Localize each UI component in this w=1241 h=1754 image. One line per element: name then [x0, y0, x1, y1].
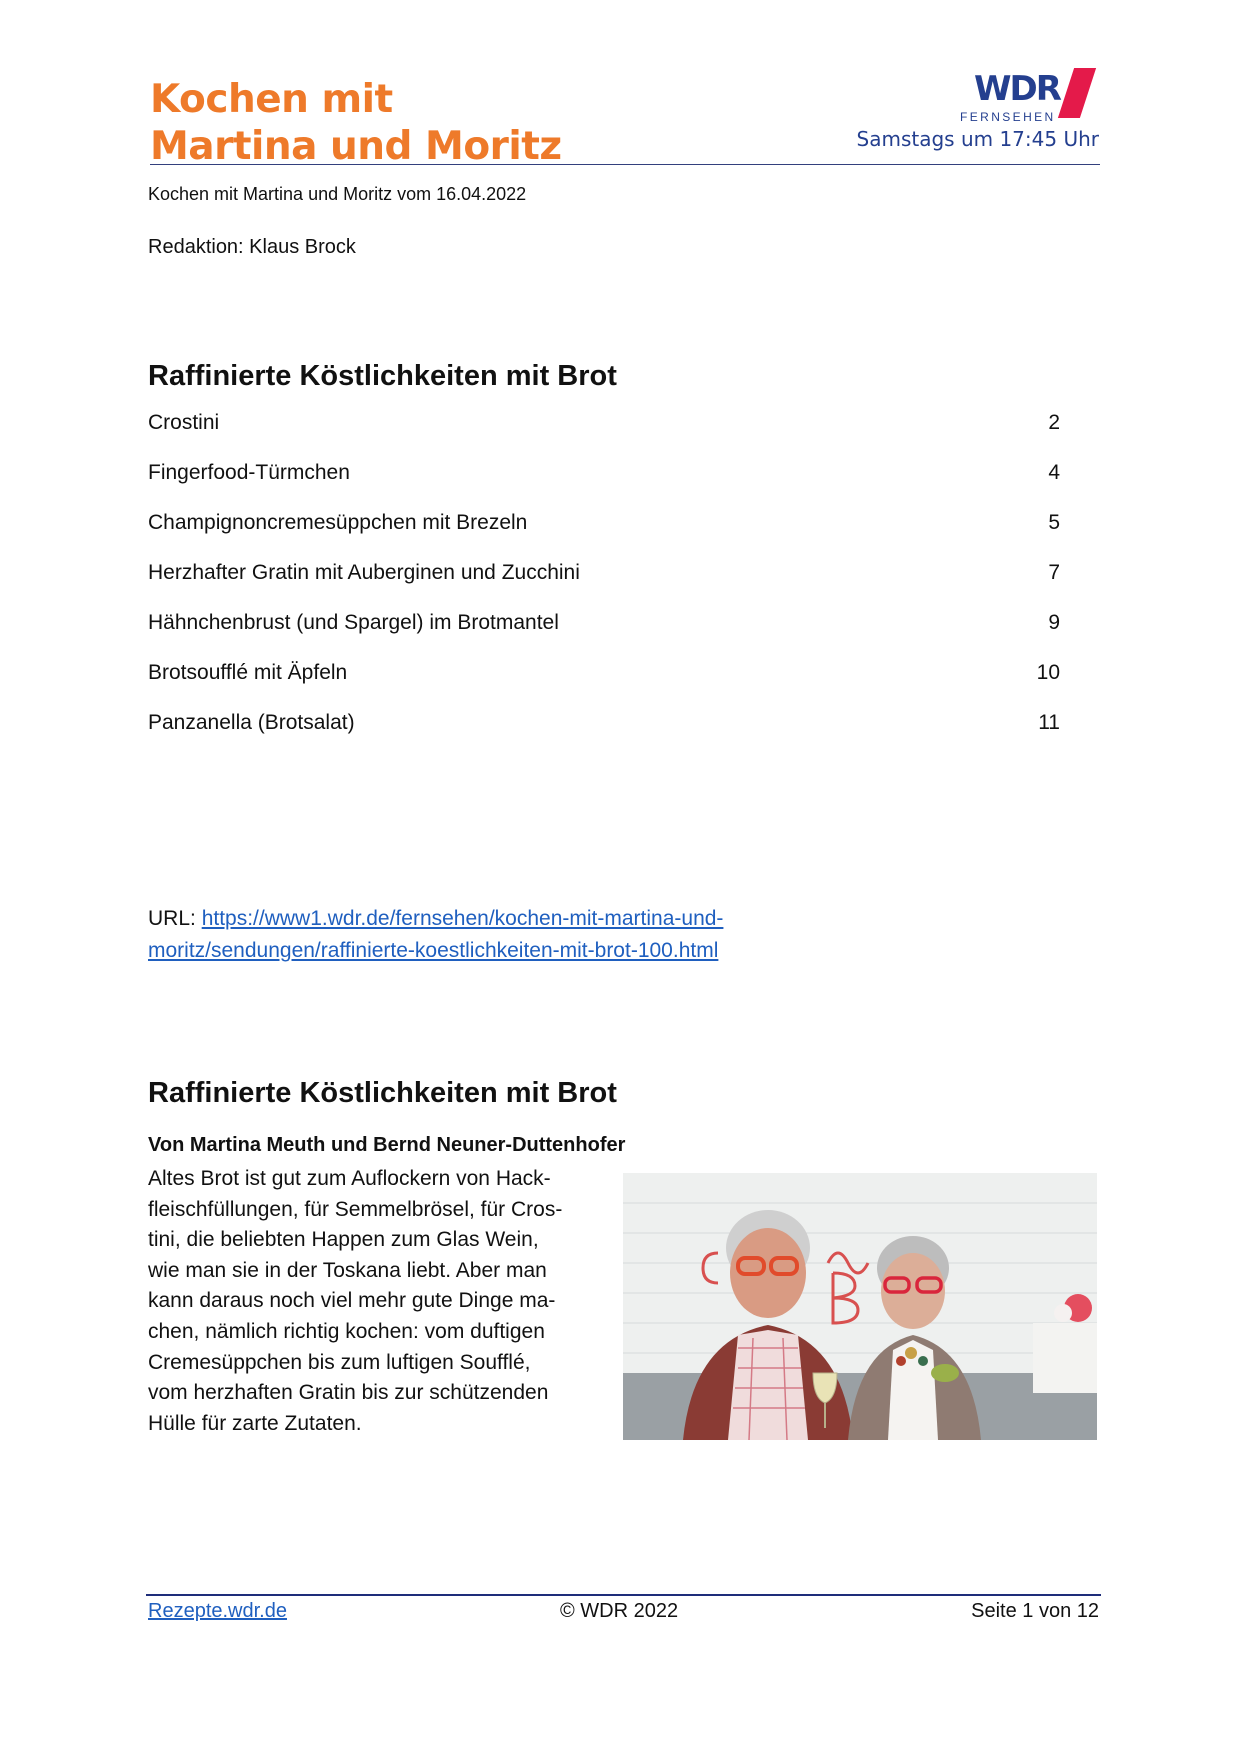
toc-entry-page: 9	[1048, 611, 1060, 634]
toc-entry-label: Crostini	[148, 411, 220, 434]
wdr-logo-slash	[1058, 68, 1096, 118]
episode-info: Kochen mit Martina und Moritz vom 16.04.2022	[148, 184, 527, 204]
show-title	[150, 76, 562, 170]
toc-entry[interactable]	[148, 605, 1060, 655]
footer-copyright: © WDR 2022	[560, 1600, 679, 1622]
intro-line: Hülle für zarte Zutaten.	[148, 1411, 362, 1435]
toc-entry-page: 5	[1048, 511, 1060, 534]
intro-line: vom herzhaften Gratin bis zur schützenden	[148, 1381, 549, 1405]
toc-entry[interactable]	[148, 705, 1060, 755]
article-byline: Von Martina Meuth und Bernd Neuner-Duttenhofer	[148, 1134, 626, 1156]
editor-info: Redaktion: Klaus Brock	[148, 236, 356, 258]
intro-line: chen, nämlich richtig kochen: vom duftigen	[148, 1319, 545, 1343]
toc-entry-label: Herzhafter Gratin mit Auberginen und Zucchini	[148, 561, 580, 584]
url-label: URL:	[148, 907, 202, 930]
toc-entry-page: 11	[1038, 711, 1060, 734]
wdr-logo-text: WDR	[974, 69, 1060, 109]
table-of-contents	[148, 405, 1060, 755]
toc-entry-label: Panzanella (Brotsalat)	[148, 711, 355, 734]
wdr-logo-subtitle: FERNSEHEN	[960, 110, 1056, 124]
footer-link[interactable]: Rezepte.wdr.de	[148, 1600, 287, 1622]
show-title-line1: Kochen mit	[150, 77, 393, 122]
toc-entry-page: 7	[1048, 561, 1060, 584]
intro-line: tini, die beliebten Happen zum Glas Wein,	[148, 1228, 539, 1252]
url-link-line1[interactable]: https://www1.wdr.de/fernsehen/kochen-mit-martina-und-	[201, 907, 724, 930]
intro-line: Cremesüppchen bis zum luftigen Soufflé,	[148, 1350, 531, 1374]
toc-entry[interactable]	[148, 555, 1060, 605]
toc-title: Raffinierte Köstlichkeiten mit Brot	[148, 360, 617, 392]
toc-entry[interactable]	[148, 455, 1060, 505]
toc-entry-label: Champignoncremesüppchen mit Brezeln	[148, 511, 528, 534]
url-block	[148, 903, 848, 967]
show-title-line2: Martina und Moritz	[150, 124, 562, 169]
intro-line: wie man sie in der Toskana liebt. Aber man	[148, 1258, 547, 1282]
article-intro	[148, 1164, 610, 1439]
toc-entry[interactable]	[148, 655, 1060, 705]
footer-page-number: Seite 1 von 12	[971, 1600, 1099, 1622]
toc-entry-page: 2	[1048, 411, 1060, 434]
toc-entry-page: 10	[1036, 661, 1060, 684]
toc-entry-label: Fingerfood-Türmchen	[148, 461, 350, 484]
intro-line: fleischfüllungen, für Semmelbrösel, für Cros-	[148, 1197, 563, 1221]
toc-entry-page: 4	[1048, 461, 1060, 484]
wdr-logo	[960, 66, 1100, 126]
airtime: Samstags um 17:45 Uhr	[856, 127, 1099, 151]
url-link-line2[interactable]: moritz/sendungen/raffinierte-koestlichkeiten-mit-brot-100.html	[148, 939, 719, 962]
intro-line: kann daraus noch viel mehr gute Dinge ma-	[148, 1289, 556, 1313]
toc-entry-label: Brotsoufflé mit Äpfeln	[148, 661, 348, 684]
hosts-photo	[623, 1173, 1097, 1440]
toc-entry[interactable]	[148, 405, 1060, 455]
header-divider	[150, 164, 1100, 165]
intro-line: Altes Brot ist gut zum Auflockern von Hack-	[148, 1167, 551, 1190]
toc-entry-label: Hähnchenbrust (und Spargel) im Brotmantel	[148, 611, 559, 634]
hosts-photo-illustration	[623, 1173, 1097, 1440]
toc-entry[interactable]	[148, 505, 1060, 555]
article-title: Raffinierte Köstlichkeiten mit Brot	[148, 1077, 617, 1109]
